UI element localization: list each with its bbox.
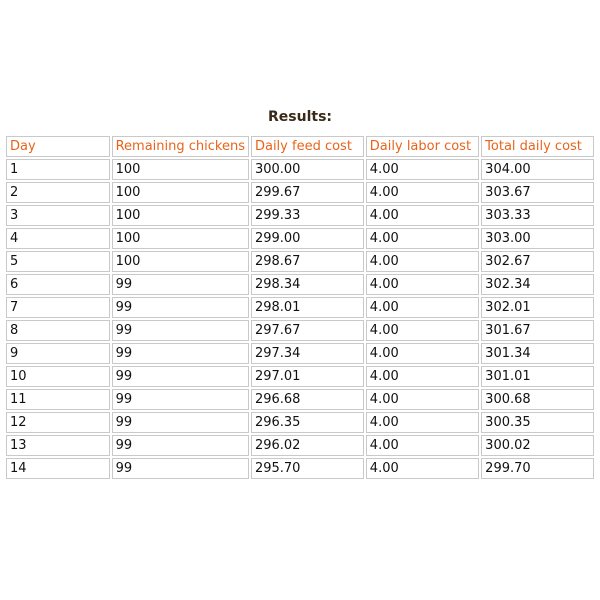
total-daily-cost-cell: 303.00 — [481, 228, 594, 249]
table-row — [6, 343, 594, 364]
results-table-header — [6, 136, 594, 157]
daily-labor-cost-cell: 4.00 — [366, 182, 479, 203]
remaining-chickens-cell: 99 — [112, 435, 249, 456]
daily-labor-cost-cell: 4.00 — [366, 343, 479, 364]
remaining-chickens-cell: 100 — [112, 159, 249, 180]
daily-labor-cost-cell: 4.00 — [366, 412, 479, 433]
day-cell: 4 — [6, 228, 110, 249]
total-daily-cost-cell: 301.34 — [481, 343, 594, 364]
remaining-chickens-cell: 99 — [112, 458, 249, 479]
remaining-chickens-cell: 100 — [112, 205, 249, 226]
table-row — [6, 320, 594, 341]
daily-feed-cost-cell: 297.01 — [251, 366, 364, 387]
daily-labor-cost-cell: 4.00 — [366, 228, 479, 249]
column-header-remaining-chickens: Remaining chickens — [112, 136, 249, 157]
remaining-chickens-cell: 99 — [112, 366, 249, 387]
header-row — [6, 136, 594, 157]
table-row — [6, 182, 594, 203]
daily-labor-cost-cell: 4.00 — [366, 366, 479, 387]
total-daily-cost-cell: 300.35 — [481, 412, 594, 433]
table-row — [6, 274, 594, 295]
remaining-chickens-cell: 100 — [112, 182, 249, 203]
table-row — [6, 435, 594, 456]
remaining-chickens-cell: 99 — [112, 320, 249, 341]
results-table — [4, 134, 596, 481]
day-cell: 11 — [6, 389, 110, 410]
table-row — [6, 458, 594, 479]
remaining-chickens-cell: 100 — [112, 251, 249, 272]
table-row — [6, 205, 594, 226]
daily-feed-cost-cell: 298.01 — [251, 297, 364, 318]
day-cell: 8 — [6, 320, 110, 341]
day-cell: 6 — [6, 274, 110, 295]
daily-labor-cost-cell: 4.00 — [366, 389, 479, 410]
daily-feed-cost-cell: 297.34 — [251, 343, 364, 364]
column-header-daily-labor-cost: Daily labor cost — [366, 136, 479, 157]
daily-labor-cost-cell: 4.00 — [366, 159, 479, 180]
total-daily-cost-cell: 302.34 — [481, 274, 594, 295]
total-daily-cost-cell: 303.33 — [481, 205, 594, 226]
total-daily-cost-cell: 304.00 — [481, 159, 594, 180]
table-row — [6, 159, 594, 180]
daily-feed-cost-cell: 296.35 — [251, 412, 364, 433]
column-header-total-daily-cost: Total daily cost — [481, 136, 594, 157]
daily-labor-cost-cell: 4.00 — [366, 251, 479, 272]
total-daily-cost-cell: 301.67 — [481, 320, 594, 341]
day-cell: 5 — [6, 251, 110, 272]
table-row — [6, 389, 594, 410]
daily-feed-cost-cell: 296.02 — [251, 435, 364, 456]
total-daily-cost-cell: 300.68 — [481, 389, 594, 410]
remaining-chickens-cell: 99 — [112, 412, 249, 433]
daily-feed-cost-cell: 298.67 — [251, 251, 364, 272]
daily-feed-cost-cell: 299.67 — [251, 182, 364, 203]
table-row — [6, 297, 594, 318]
daily-labor-cost-cell: 4.00 — [366, 458, 479, 479]
daily-feed-cost-cell: 295.70 — [251, 458, 364, 479]
daily-feed-cost-cell: 300.00 — [251, 159, 364, 180]
results-title-text: Results: — [268, 109, 332, 124]
results-table-body — [6, 159, 594, 479]
total-daily-cost-cell: 303.67 — [481, 182, 594, 203]
remaining-chickens-cell: 99 — [112, 343, 249, 364]
table-row — [6, 228, 594, 249]
daily-labor-cost-cell: 4.00 — [366, 435, 479, 456]
table-row — [6, 412, 594, 433]
remaining-chickens-cell: 99 — [112, 389, 249, 410]
remaining-chickens-cell: 99 — [112, 274, 249, 295]
day-cell: 1 — [6, 159, 110, 180]
total-daily-cost-cell: 301.01 — [481, 366, 594, 387]
table-row — [6, 251, 594, 272]
daily-labor-cost-cell: 4.00 — [366, 274, 479, 295]
results-title — [0, 108, 600, 124]
column-header-daily-feed-cost: Daily feed cost — [251, 136, 364, 157]
total-daily-cost-cell: 299.70 — [481, 458, 594, 479]
daily-feed-cost-cell: 296.68 — [251, 389, 364, 410]
day-cell: 13 — [6, 435, 110, 456]
total-daily-cost-cell: 300.02 — [481, 435, 594, 456]
day-cell: 12 — [6, 412, 110, 433]
daily-labor-cost-cell: 4.00 — [366, 205, 479, 226]
total-daily-cost-cell: 302.01 — [481, 297, 594, 318]
table-row — [6, 366, 594, 387]
day-cell: 14 — [6, 458, 110, 479]
daily-feed-cost-cell: 299.33 — [251, 205, 364, 226]
daily-feed-cost-cell: 298.34 — [251, 274, 364, 295]
day-cell: 2 — [6, 182, 110, 203]
day-cell: 3 — [6, 205, 110, 226]
remaining-chickens-cell: 100 — [112, 228, 249, 249]
total-daily-cost-cell: 302.67 — [481, 251, 594, 272]
column-header-day: Day — [6, 136, 110, 157]
day-cell: 7 — [6, 297, 110, 318]
remaining-chickens-cell: 99 — [112, 297, 249, 318]
day-cell: 9 — [6, 343, 110, 364]
daily-feed-cost-cell: 299.00 — [251, 228, 364, 249]
daily-feed-cost-cell: 297.67 — [251, 320, 364, 341]
daily-labor-cost-cell: 4.00 — [366, 297, 479, 318]
day-cell: 10 — [6, 366, 110, 387]
daily-labor-cost-cell: 4.00 — [366, 320, 479, 341]
